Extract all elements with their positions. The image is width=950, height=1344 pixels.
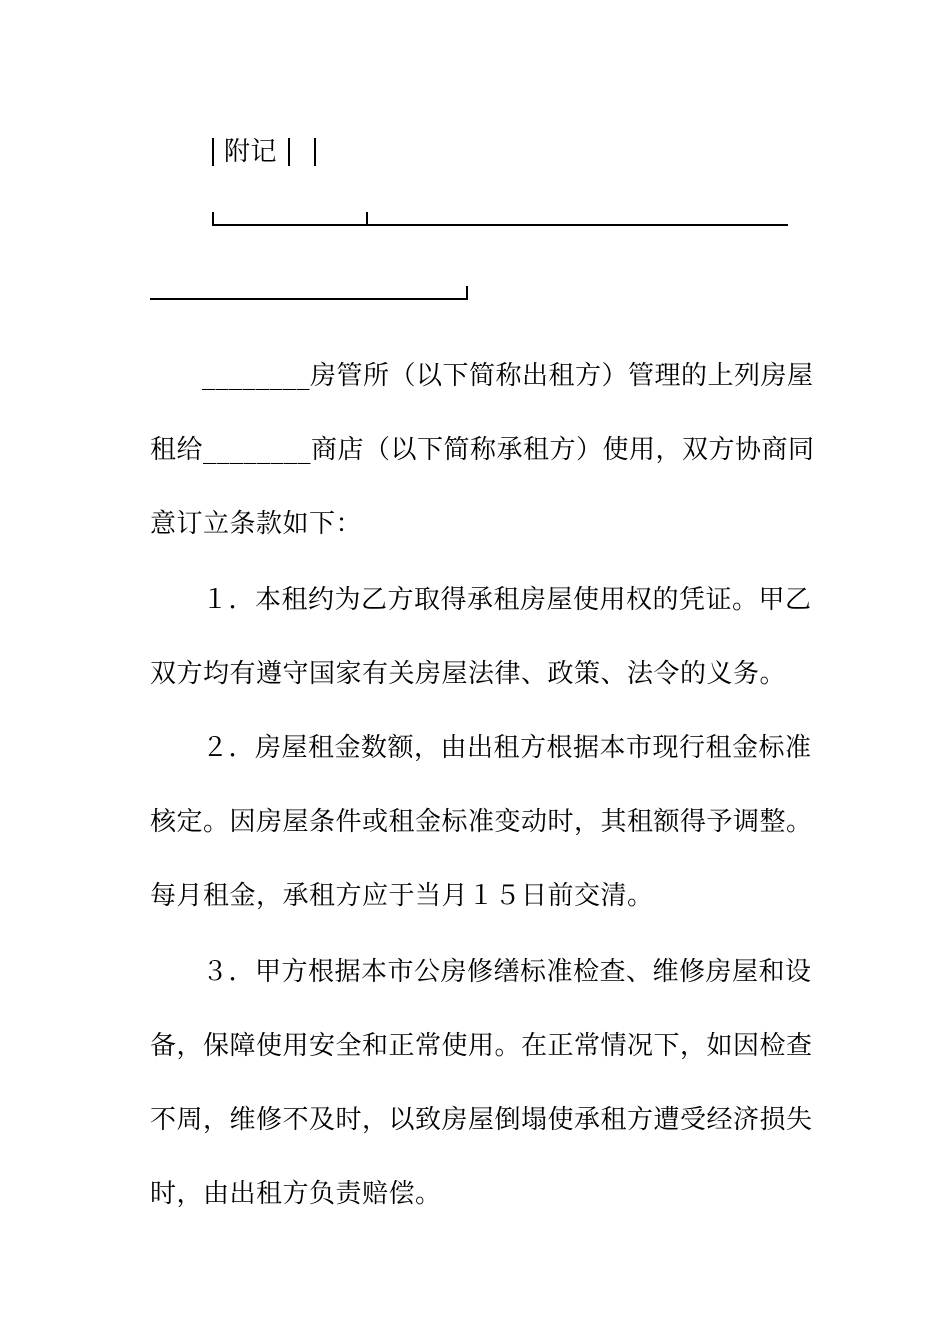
table-border-middle — [288, 138, 290, 166]
table-bottom-border-1 — [212, 224, 788, 226]
clause-1-line-1: １．本租约为乙方取得承租房屋使用权的凭证。甲乙 — [202, 585, 812, 615]
intro-line-1: ________房管所（以下简称出租方）管理的上列房屋 — [202, 361, 814, 391]
clause-2-line-3: 每月租金，承租方应于当月１５日前交清。 — [150, 881, 654, 911]
clause-2-line-1: ２．房屋租金数额，由出租方根据本市现行租金标准 — [202, 733, 812, 763]
table-cell-label: 附记 — [224, 137, 278, 167]
table-junction-bottom — [366, 212, 368, 226]
clause-3-line-1: ３．甲方根据本市公房修缮标准检查、维修房屋和设 — [202, 957, 812, 987]
clause-3-line-3: 不周，维修不及时，以致房屋倒塌使承租方遭受经济损失 — [150, 1105, 813, 1135]
table-bottom-border-2 — [150, 298, 468, 300]
clause-3-line-2: 备，保障使用安全和正常使用。在正常情况下，如因检查 — [150, 1031, 813, 1061]
clause-2-line-2: 核定。因房屋条件或租金标准变动时，其租额得予调整。 — [150, 807, 813, 837]
clause-1-line-2: 双方均有遵守国家有关房屋法律、政策、法令的义务。 — [150, 659, 787, 689]
table-border-left — [212, 138, 214, 166]
intro-line-2: 租给________商店（以下简称承租方）使用，双方协商同 — [150, 435, 815, 465]
table-corner-bottom-right — [466, 286, 468, 300]
clause-3-line-4: 时，由出租方负责赔偿。 — [150, 1179, 442, 1209]
table-border-right — [314, 138, 316, 166]
intro-line-3: 意订立条款如下： — [150, 509, 363, 539]
